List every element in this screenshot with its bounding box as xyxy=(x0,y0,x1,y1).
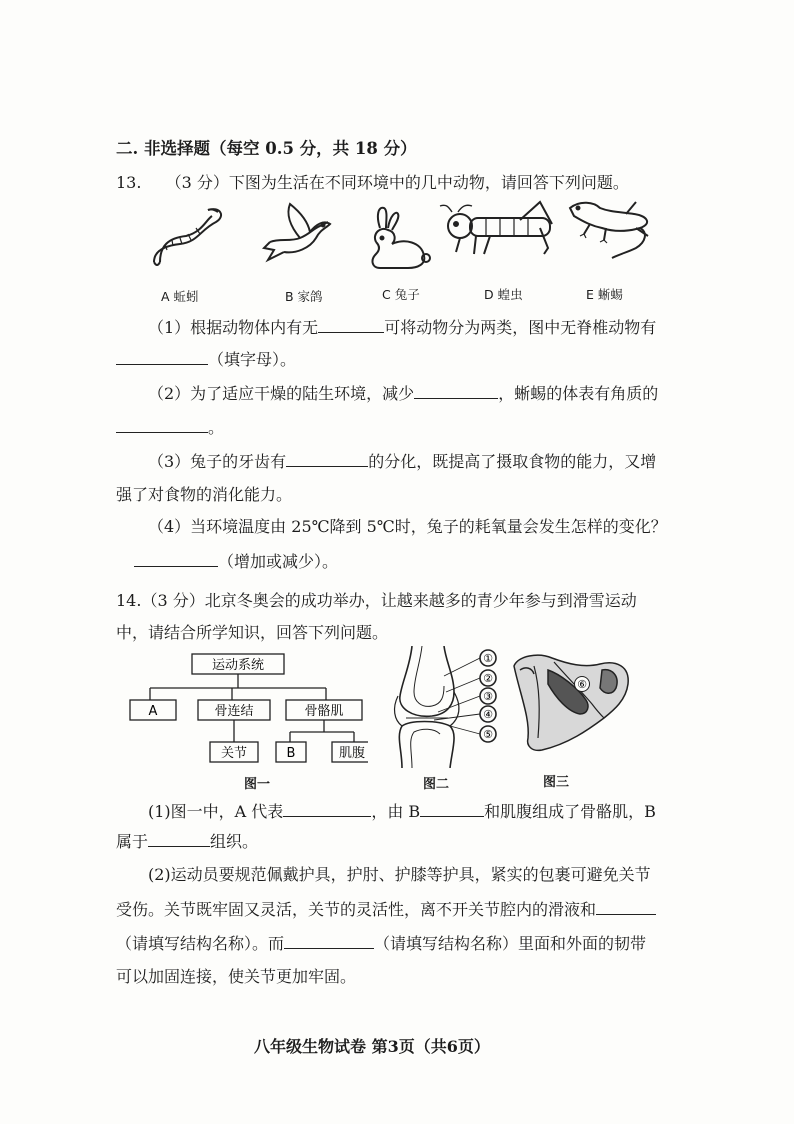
blank-q14-1a[interactable] xyxy=(283,800,371,817)
caption-figure1: 图一 xyxy=(244,777,271,792)
q14-stem-line1: 14.（3 分）北京冬奥会的成功举办，让越来越多的青少年参与到滑雪运动 xyxy=(116,591,637,610)
q13-part3-line2: 强了对食物的消化能力。 xyxy=(116,485,293,504)
q14-part2-line4: 可以加固连接，使关节更加牢固。 xyxy=(116,967,357,986)
page-footer: 八年级生物试卷 第3页（共6页） xyxy=(254,1037,490,1056)
q13-stem xyxy=(116,172,629,194)
grasshopper-icon xyxy=(440,202,552,254)
q13-part1-line1: （1）根据动物体内有无 可将动物分为两类，图中无脊椎动物有 xyxy=(148,318,657,337)
fig1-a-label: A xyxy=(148,704,158,719)
blank-q13-2b[interactable] xyxy=(116,416,208,433)
fig1-joint-link-label: 骨连结 xyxy=(214,704,254,719)
blank-q13-4[interactable] xyxy=(134,550,218,567)
fig1-b-label: B xyxy=(286,746,296,761)
animal-label-d: D 蝗虫 xyxy=(484,287,523,302)
fig3-label-6: ⑥ xyxy=(577,678,587,691)
animal-label-a: A 蚯蚓 xyxy=(161,289,199,304)
fig1-belly-label: 肌腹 xyxy=(338,746,366,761)
blank-q14-2b[interactable] xyxy=(284,932,374,949)
q14-part2-line1: (2)运动员要规范佩戴护具，护肘、护膝等护具，紧实的包裹可避免关节 xyxy=(148,865,651,884)
blank-q14-1b[interactable] xyxy=(420,800,484,817)
section-title: 二. 非选择题（每空 0.5 分，共 18 分） xyxy=(116,139,417,158)
earthworm-icon xyxy=(154,209,221,265)
pigeon-icon xyxy=(264,204,330,260)
fig1-skeletal-muscle-label: 骨骼肌 xyxy=(304,704,344,719)
blank-q13-1a[interactable] xyxy=(318,316,384,333)
q14-stem-line2: 中，请结合所学知识，回答下列问题。 xyxy=(116,623,389,642)
q14-part2-line3: （请填写结构名称）。而 （请填写结构名称）里面和外面的韧带 xyxy=(116,934,647,953)
q13-part4-line1: （4）当环境温度由 25℃降到 5℃时，兔子的耗氧量会发生怎样的变化？ xyxy=(148,517,667,536)
caption-figure3: 图三 xyxy=(543,775,570,790)
q13-part2-line1: （2）为了适应干燥的陆生环境，减少 ，蜥蜴的体表有角质的 xyxy=(148,384,659,403)
blank-q13-2a[interactable] xyxy=(414,382,498,399)
blank-q14-1c[interactable] xyxy=(148,830,210,847)
q13-number: 13. xyxy=(116,173,142,192)
q14-number: 14. xyxy=(116,591,142,610)
fig2-label-5: ⑤ xyxy=(483,728,493,741)
figure3-arm-diagram xyxy=(508,648,634,754)
q14-part1-line1: (1)图一中，A 代表 ，由 B 和肌腹组成了骨骼肌，B xyxy=(148,802,656,821)
fig1-root-label: 运动系统 xyxy=(211,658,265,673)
q13-part1-line2: （填字母）。 xyxy=(116,348,296,371)
q14-part1-line2: 属于 组织。 xyxy=(116,832,259,851)
q14-part2-line2: 受伤。关节既牢固又灵活，关节的灵活性，离不开关节腔内的滑液和 xyxy=(116,898,656,921)
blank-q13-1b[interactable] xyxy=(116,348,208,365)
blank-q13-3[interactable] xyxy=(286,450,368,467)
q13-part3-line1: （3）兔子的牙齿有 的分化，既提高了摄取食物的能力，又增 xyxy=(148,452,657,471)
fig2-label-1: ① xyxy=(483,652,493,665)
lizard-icon xyxy=(570,202,648,258)
animal-label-c: C 兔子 xyxy=(382,287,420,302)
fig2-label-3: ③ xyxy=(483,690,493,703)
caption-figure2: 图二 xyxy=(423,777,450,792)
q13-part2-line2: 。 xyxy=(116,416,224,439)
rabbit-icon xyxy=(373,208,430,268)
blank-q14-2a[interactable] xyxy=(596,898,656,915)
animal-label-e: E 蜥蜴 xyxy=(586,287,623,302)
figure2-joint-diagram xyxy=(388,646,508,768)
fig2-label-2: ② xyxy=(483,672,493,685)
q13-part4-line2: （增加或减少）。 xyxy=(116,550,338,573)
fig2-label-4: ④ xyxy=(483,708,493,721)
q13-stem-text: （3 分）下图为生活在不同环境中的几中动物，请回答下列问题。 xyxy=(165,173,629,192)
fig1-joint-label: 关节 xyxy=(220,746,248,761)
animals-figure xyxy=(140,198,660,278)
animal-label-b: B 家鸽 xyxy=(285,289,323,304)
figure1-diagram xyxy=(128,650,368,770)
